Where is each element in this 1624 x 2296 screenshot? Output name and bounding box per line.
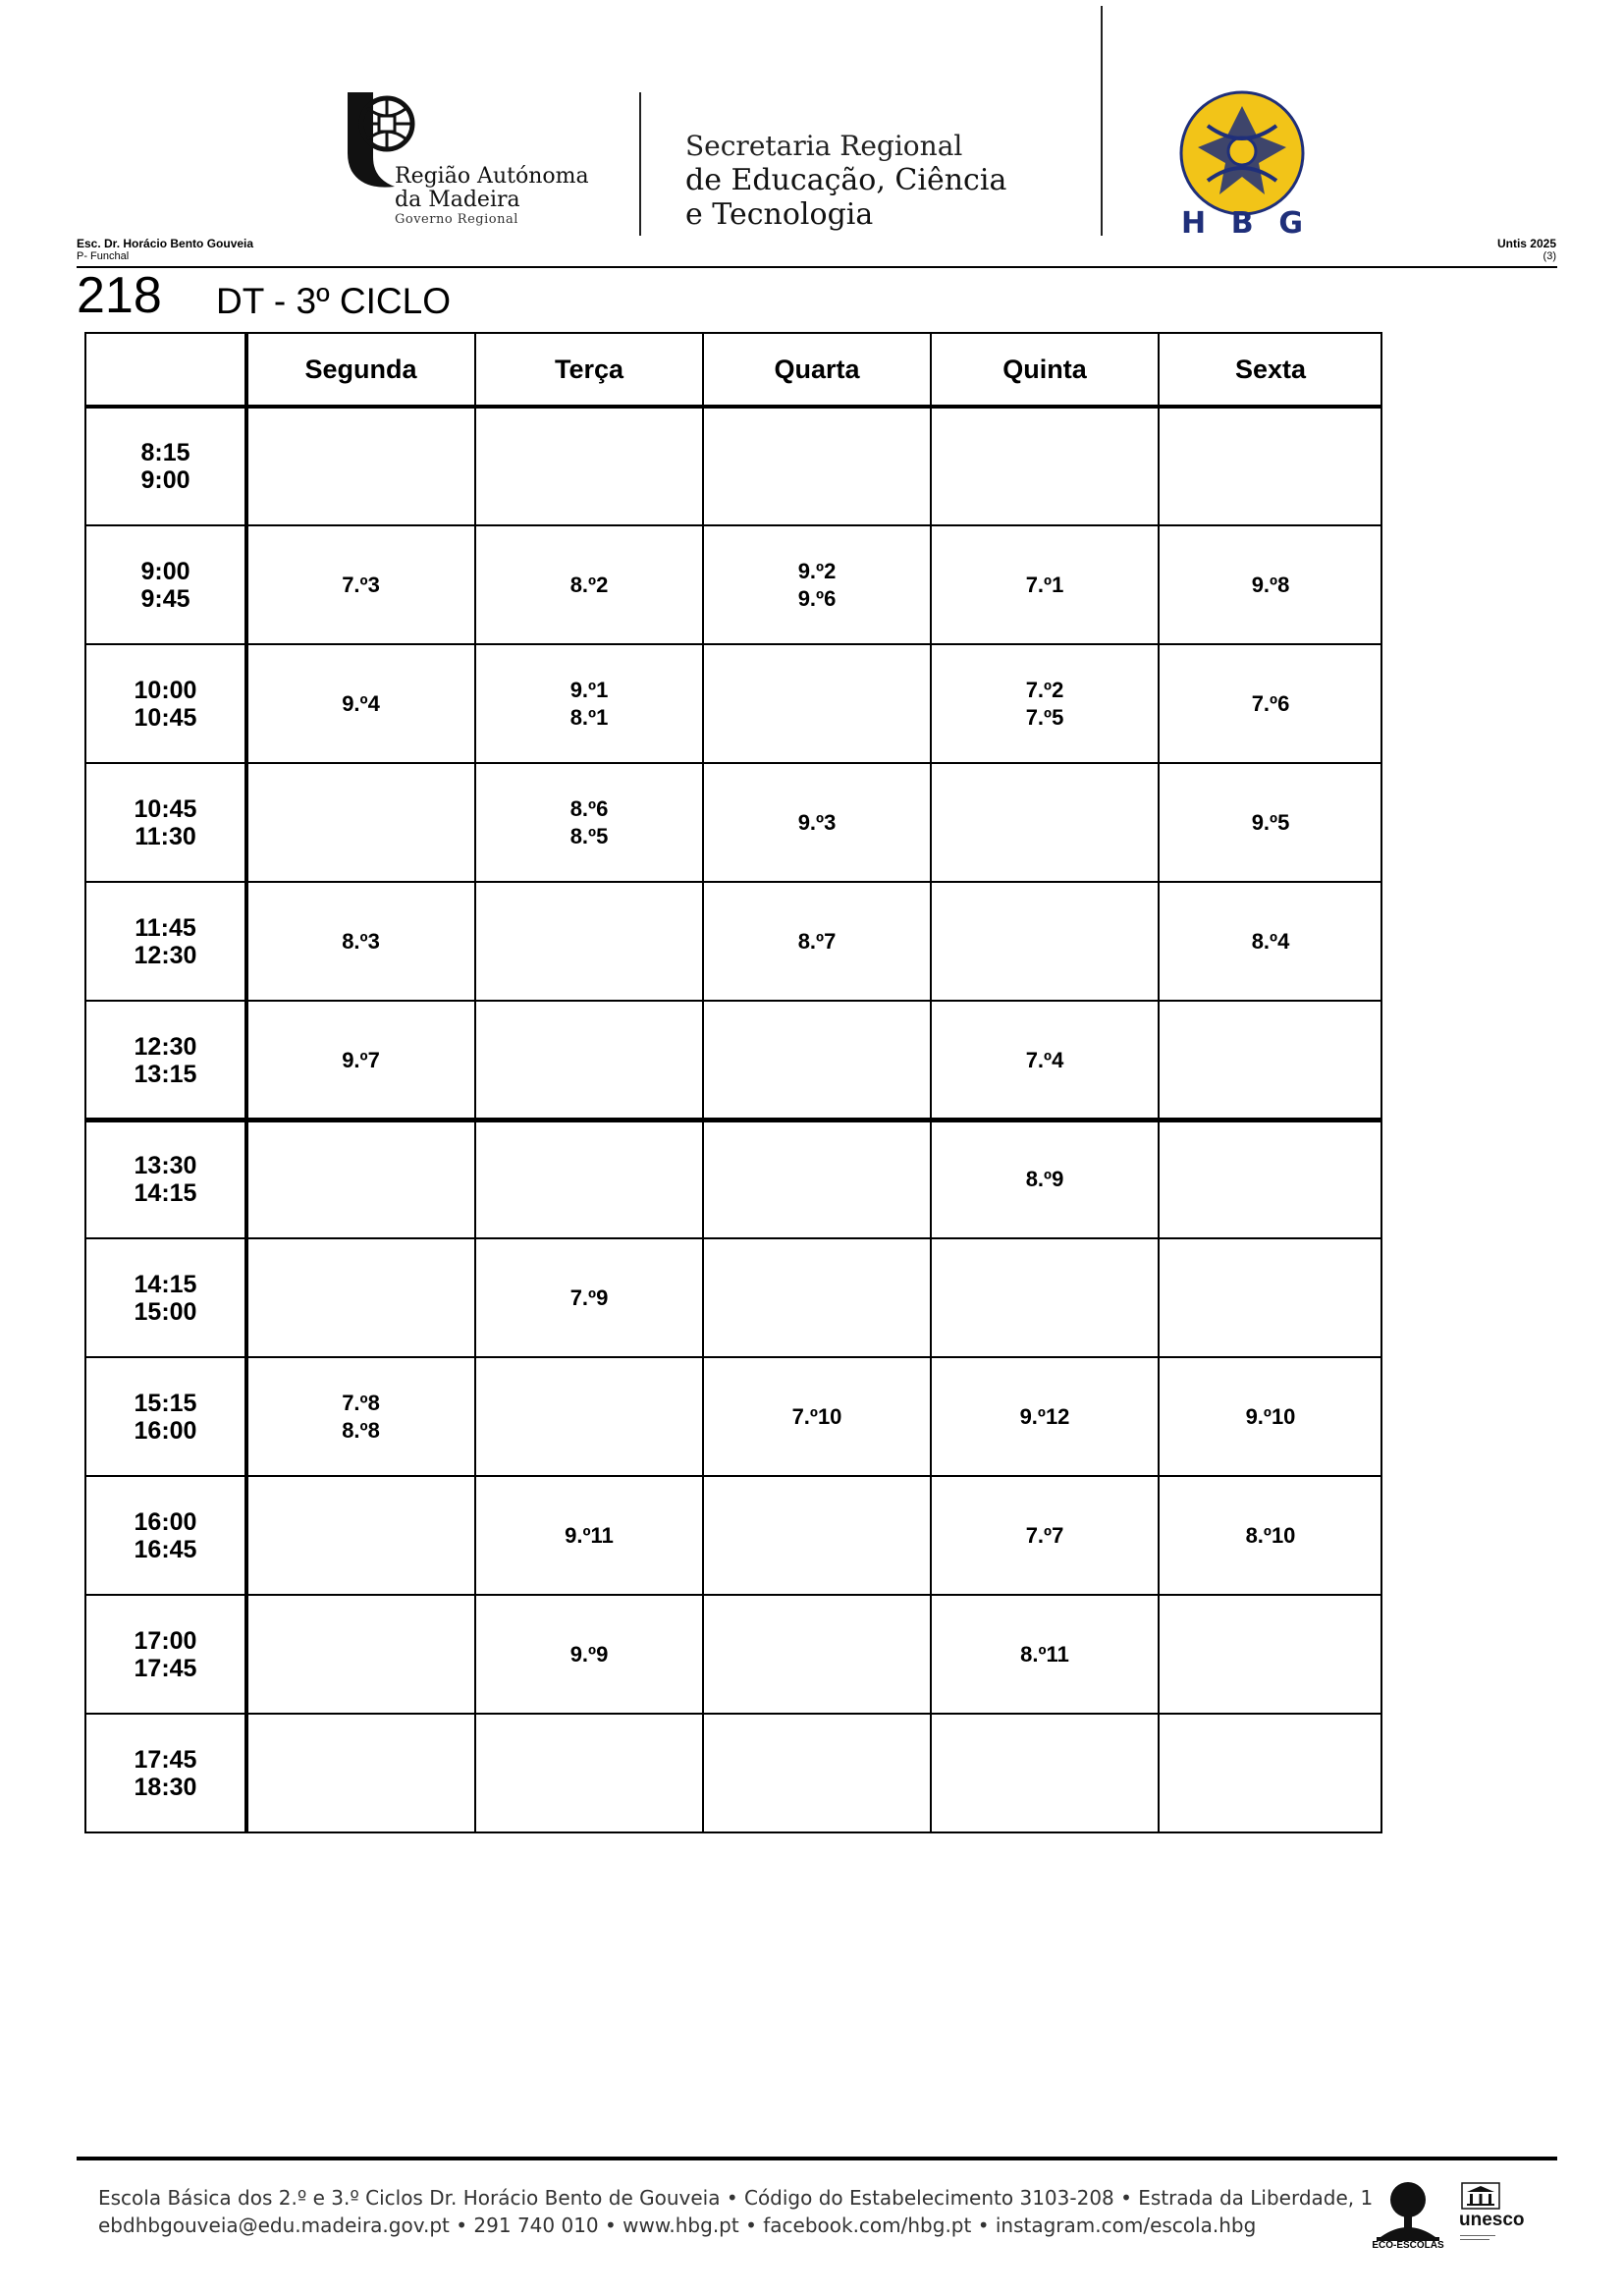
class-cell [1159, 1357, 1382, 1476]
grid-line-horizontal [84, 405, 1382, 409]
time-slot-cell [84, 525, 246, 644]
class-cell [703, 1595, 931, 1714]
time-label: 9:45 [140, 584, 190, 613]
class-cell [1159, 1120, 1382, 1238]
time-slot-cell [84, 1595, 246, 1714]
class-cell [703, 644, 931, 763]
regiao-autonoma-logo [344, 88, 619, 236]
class-cell [475, 1595, 703, 1714]
time-label: 10:45 [134, 794, 197, 823]
class-label: 9.º10 [1245, 1403, 1296, 1429]
hbg-letter: H [1181, 206, 1207, 241]
class-label: 8.º11 [1020, 1641, 1069, 1667]
class-cell [246, 1238, 475, 1357]
time-label: 15:15 [134, 1389, 197, 1417]
time-label: 17:45 [134, 1745, 197, 1774]
region-government-label: Governo Regional [395, 212, 518, 227]
class-cell [475, 1714, 703, 1832]
class-cell [246, 1120, 475, 1238]
hbg-letters [1181, 206, 1303, 241]
time-label: 15:00 [134, 1297, 197, 1326]
class-cell [1159, 763, 1382, 882]
class-label: 9.º3 [797, 809, 837, 835]
grid-line-vertical [474, 332, 476, 1833]
class-label: 8.º3 [342, 928, 380, 954]
header-rule [77, 266, 1557, 268]
time-label: 11:45 [135, 913, 196, 942]
class-cell [246, 1714, 475, 1832]
class-cell [246, 1476, 475, 1595]
class-cell [475, 525, 703, 644]
time-slot-cell [84, 1238, 246, 1357]
class-label: 7.º3 [342, 572, 380, 597]
class-cell [703, 763, 931, 882]
class-cell [1159, 1001, 1382, 1120]
day-header [246, 332, 475, 407]
footer-rule [77, 2157, 1557, 2160]
time-slot-cell [84, 763, 246, 882]
time-slot-cell [84, 1476, 246, 1595]
timetable-number: 218 [77, 267, 162, 324]
time-label: 12:30 [134, 1032, 197, 1061]
class-label: 9.º8 [1251, 572, 1290, 597]
time-label: 18:30 [134, 1773, 197, 1801]
grid-line-horizontal [84, 1594, 1382, 1596]
class-label: 9.º1 [569, 677, 609, 702]
class-cell [703, 407, 931, 525]
eco-escolas-label: ECO-ESCOLAS [1372, 2240, 1444, 2251]
software-label: Untis 2025 [1496, 237, 1556, 250]
class-cell [246, 644, 475, 763]
class-label: 8.º10 [1245, 1522, 1296, 1548]
class-cell [475, 407, 703, 525]
unesco-subtitle-lines [1460, 2232, 1548, 2240]
class-cell [931, 763, 1159, 882]
class-cell [1159, 1476, 1382, 1595]
class-label: 7.º1 [1025, 572, 1064, 597]
class-cell [246, 525, 475, 644]
class-cell [246, 1357, 475, 1476]
grid-line-vertical [84, 332, 86, 1833]
time-label: 14:15 [134, 1270, 197, 1298]
class-cell [703, 1001, 931, 1120]
grid-line-vertical [1158, 332, 1160, 1833]
school-location: P- Funchal [77, 250, 130, 262]
class-cell [931, 407, 1159, 525]
day-label: Quarta [774, 354, 860, 384]
class-label: 8.º7 [797, 928, 837, 954]
grid-line-horizontal [84, 1000, 1382, 1002]
time-label: 10:45 [134, 703, 197, 732]
class-cell [703, 1714, 931, 1832]
class-cell [475, 882, 703, 1001]
hbg-letter: B [1230, 206, 1254, 241]
class-cell [931, 1714, 1159, 1832]
time-label: 8:15 [140, 438, 190, 466]
time-label: 10:00 [134, 676, 197, 704]
class-cell [1159, 882, 1382, 1001]
time-label: 9:00 [140, 557, 190, 585]
grid-line-horizontal [84, 332, 1382, 334]
time-slot-cell [84, 1357, 246, 1476]
page-number: (3) [1543, 250, 1556, 262]
timetable-title: DT - 3º CICLO [216, 281, 451, 321]
day-header [703, 332, 931, 407]
day-label: Quinta [1002, 354, 1087, 384]
class-label: 8.º5 [569, 823, 609, 848]
class-cell [931, 1595, 1159, 1714]
hbg-letter: G [1278, 206, 1303, 241]
time-label: 16:00 [134, 1416, 197, 1445]
class-cell [703, 1238, 931, 1357]
class-cell [931, 1120, 1159, 1238]
time-slot-cell [84, 1120, 246, 1238]
class-cell [1159, 1238, 1382, 1357]
class-label: 8.º6 [569, 795, 609, 821]
grid-line-horizontal [84, 762, 1382, 764]
class-cell [703, 525, 931, 644]
time-label: 17:45 [134, 1654, 197, 1682]
class-cell [1159, 407, 1382, 525]
class-cell [703, 1357, 931, 1476]
class-label: 7.º10 [791, 1403, 842, 1429]
grid-line-horizontal [84, 524, 1382, 526]
class-cell [246, 407, 475, 525]
time-label: 16:00 [134, 1507, 197, 1536]
class-label: 9.º6 [797, 585, 837, 611]
class-label: 9.º2 [797, 558, 837, 583]
class-label: 8.º2 [569, 572, 609, 597]
class-cell [475, 763, 703, 882]
class-cell [931, 1001, 1159, 1120]
time-label: 13:30 [134, 1151, 197, 1179]
class-cell [703, 1476, 931, 1595]
time-label: 9:00 [140, 465, 190, 494]
grid-line-horizontal [84, 1356, 1382, 1358]
letterhead-divider [1101, 6, 1103, 236]
grid-line-horizontal [84, 643, 1382, 645]
class-cell [1159, 1714, 1382, 1832]
class-cell [1159, 525, 1382, 644]
secretaria-block [685, 130, 1006, 232]
region-name-line1: Região Autónoma [395, 164, 589, 189]
grid-line-vertical [702, 332, 704, 1833]
class-cell [931, 1238, 1159, 1357]
class-cell [246, 882, 475, 1001]
class-label: 9.º9 [569, 1641, 609, 1667]
grid-line-horizontal [84, 1118, 1382, 1122]
secretaria-line1: Secretaria Regional [685, 130, 963, 162]
time-label: 11:30 [135, 822, 196, 850]
class-label: 7.º2 [1025, 677, 1064, 702]
unesco-temple-icon [1461, 2182, 1500, 2210]
secretaria-line3: e Tecnologia [685, 197, 874, 232]
class-label: 7.º6 [1251, 690, 1290, 716]
grid-line-horizontal [84, 1831, 1382, 1833]
class-cell [931, 644, 1159, 763]
day-header [475, 332, 703, 407]
class-label: 8.º9 [1025, 1166, 1064, 1191]
class-cell [475, 1001, 703, 1120]
time-label: 16:45 [134, 1535, 197, 1563]
class-label: 7.º4 [1025, 1047, 1064, 1072]
class-cell [1159, 644, 1382, 763]
day-header [1159, 332, 1382, 407]
grid-line-vertical [244, 332, 248, 1833]
class-label: 7.º7 [1025, 1522, 1064, 1548]
class-label: 7.º9 [569, 1285, 609, 1310]
class-cell [931, 1357, 1159, 1476]
class-cell [246, 1595, 475, 1714]
grid-line-vertical [930, 332, 932, 1833]
class-cell [475, 1238, 703, 1357]
unesco-label: unesco [1459, 2210, 1525, 2230]
letterhead-divider [639, 92, 641, 236]
day-header [931, 332, 1159, 407]
time-label: 12:30 [134, 941, 197, 969]
time-label: 14:15 [134, 1178, 197, 1207]
class-cell [703, 1120, 931, 1238]
grid-line-vertical [1380, 332, 1382, 1833]
class-label: 9.º5 [1251, 809, 1290, 835]
grid-line-horizontal [84, 1475, 1382, 1477]
footer-contacts: ebdhbgouveia@edu.madeira.gov.pt • 291 740 010 • www.hbg.pt • facebook.com/hbg.pt • instagram.com/escola.hbg [98, 2214, 1257, 2237]
class-label: 8.º4 [1251, 928, 1290, 954]
class-label: 8.º8 [342, 1417, 380, 1443]
school-name: Esc. Dr. Horácio Bento Gouveia [77, 237, 254, 250]
class-label: 8.º1 [569, 704, 609, 730]
class-label: 9.º4 [342, 690, 380, 716]
class-cell [931, 525, 1159, 644]
class-label: 9.º7 [342, 1047, 380, 1072]
secretaria-line2: de Educação, Ciência [685, 163, 1007, 197]
time-slot-cell [84, 882, 246, 1001]
class-cell [475, 1357, 703, 1476]
class-cell [475, 1476, 703, 1595]
class-cell [931, 1476, 1159, 1595]
class-label: 9.º12 [1019, 1403, 1070, 1429]
grid-line-horizontal [84, 1237, 1382, 1239]
class-cell [246, 1001, 475, 1120]
class-cell [475, 644, 703, 763]
day-label: Terça [554, 354, 624, 384]
class-cell [931, 882, 1159, 1001]
region-name-line2: da Madeira [395, 188, 520, 212]
class-cell [246, 763, 475, 882]
grid-line-horizontal [84, 1713, 1382, 1715]
class-cell [1159, 1595, 1382, 1714]
day-label: Sexta [1234, 354, 1307, 384]
time-slot-cell [84, 1714, 246, 1832]
time-slot-cell [84, 407, 246, 525]
class-label: 9.º11 [565, 1522, 614, 1548]
day-label: Segunda [304, 354, 417, 384]
time-slot-cell [84, 1001, 246, 1120]
class-label: 7.º5 [1025, 704, 1064, 730]
time-label: 13:15 [134, 1060, 197, 1088]
class-cell [703, 882, 931, 1001]
grid-line-horizontal [84, 881, 1382, 883]
class-label: 7.º8 [342, 1390, 380, 1415]
footer-address: Escola Básica dos 2.º e 3.º Ciclos Dr. Horácio Bento de Gouveia • Código do Estabelecimento 3103-208 • Estrada da Liberdade, 1 [98, 2186, 1374, 2210]
time-slot-cell [84, 644, 246, 763]
eco-escolas-logo-icon [1371, 2178, 1445, 2247]
class-cell [475, 1120, 703, 1238]
time-label: 17:00 [134, 1626, 197, 1655]
timetable-grid [84, 332, 1382, 1835]
